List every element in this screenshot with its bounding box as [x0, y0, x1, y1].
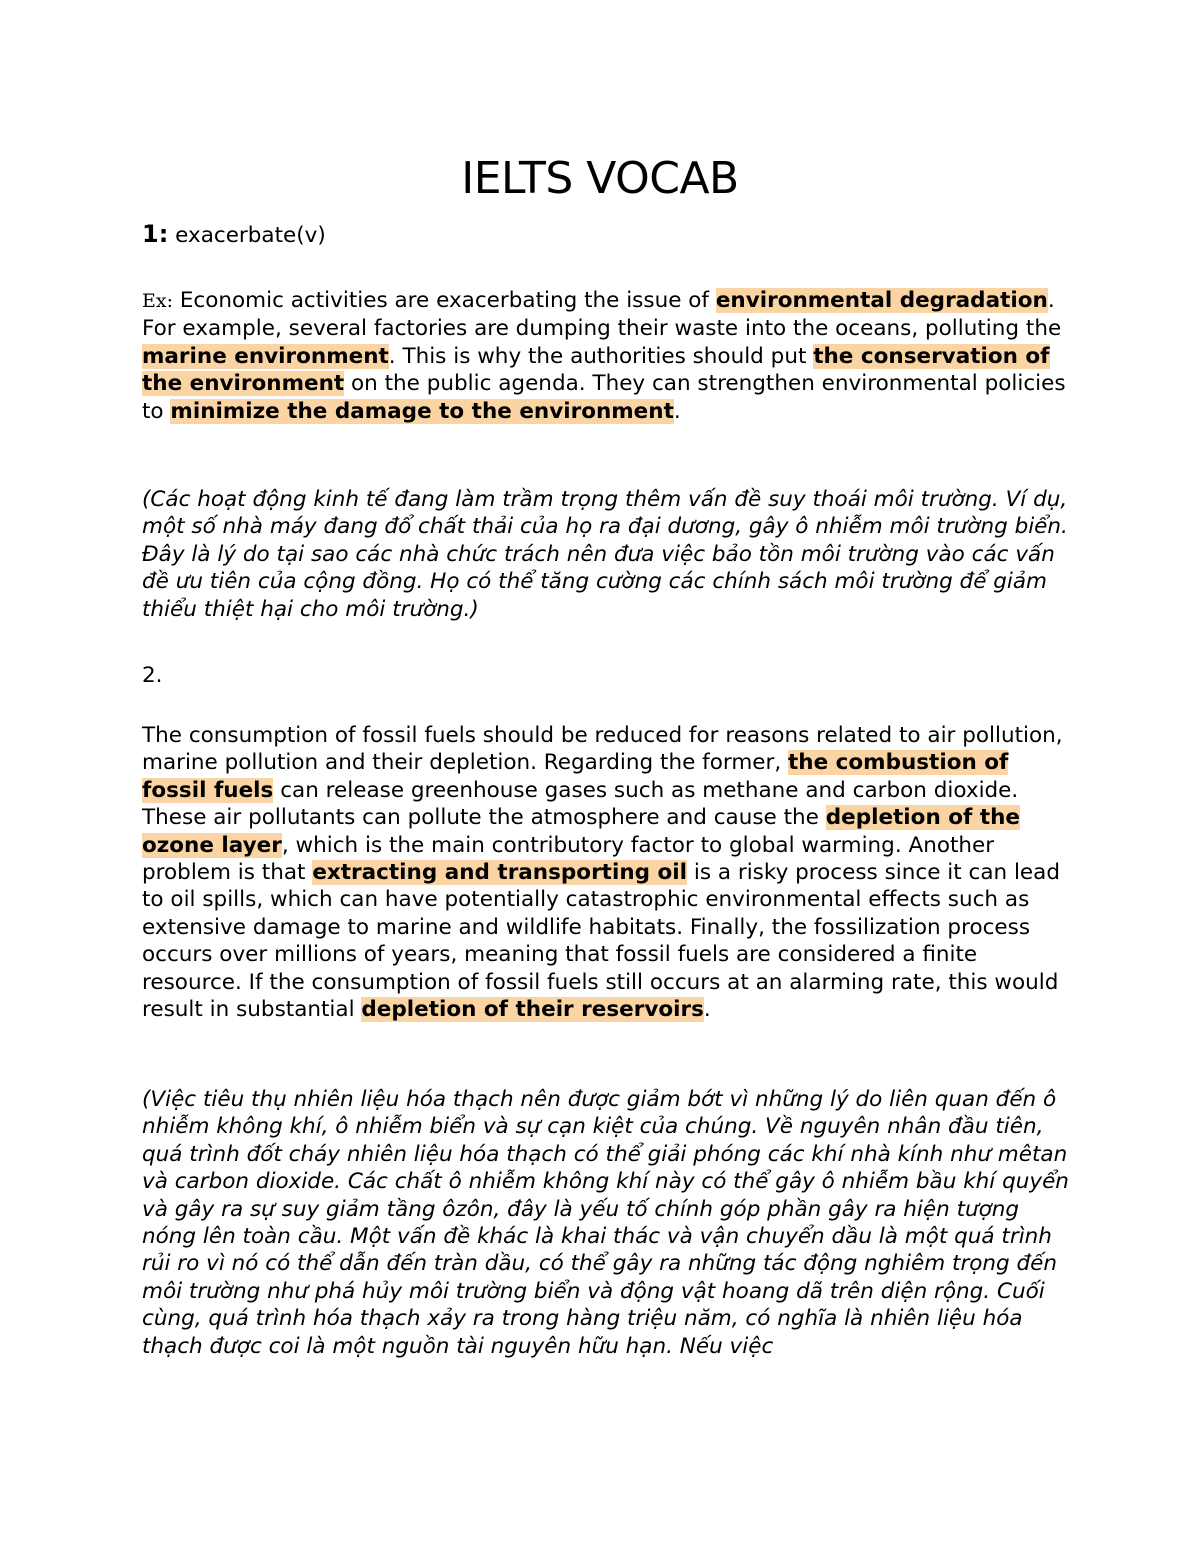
entry-number: 1:: [142, 220, 169, 248]
example-label: Ex:: [142, 290, 173, 312]
paragraph-segment: , which is the main contributory factor to global warming. Another problem is that: [142, 832, 995, 886]
highlighted-phrase: the combustion of fossil fuels: [142, 750, 1009, 803]
vocab-entry-1-heading: [142, 221, 1072, 249]
vocab-entry-2-number: 2.: [142, 663, 163, 688]
highlighted-phrase: the conservation of the environment: [142, 343, 1050, 397]
example-segment: Economic activities are exacerbating the issue of: [173, 288, 716, 313]
highlighted-phrase: depletion of their reservoirs: [361, 997, 704, 1023]
highlighted-phrase: minimize the damage to the environment: [170, 398, 674, 424]
example-paragraph-1: [142, 287, 1072, 425]
page-title: IELTS VOCAB: [461, 153, 739, 204]
paragraph-segment: .: [703, 997, 711, 1023]
example-segment: .: [673, 398, 681, 424]
example-segment: on the public agenda. They can strengthen environmental policies to: [142, 371, 1066, 424]
paragraph-segment: is a risky process since it can lead to oil spills, which can have potentially catastrophic environmental effects such as extensive damage to marine and wildlife habitats. Finally, the fossilization process occurs over millions of years, meaning that fossil fuels are considered a finite resource. If the consumption of fossil fuels still occurs at an alarming rate, this would result in substantial: [142, 860, 1060, 1023]
example-segment: . This is why the authorities should put: [388, 343, 814, 369]
paragraph-segment: The consumption of fossil fuels should be reduced for reasons related to air pollution, marine pollution and their depletion. Regarding the former,: [142, 723, 1063, 776]
highlighted-phrase: depletion of the ozone layer: [142, 805, 1021, 858]
translation-paragraph-1: (Các hoạt động kinh tế đang làm trầm trọng thêm vấn đề suy thoái môi trường. Ví dụ, một số nhà máy đang đổ chất thải của họ ra đại dương, gây ô nhiễm môi trường biển. Đây là lý do tại sao các nhà chức trách nên đưa việc bảo tồn môi trường vào các vấn đề ưu tiên của cộng đồng. Họ có thể tăng cường các chính sách môi trường để giảm thiểu thiệt hại cho môi trường.): [142, 487, 1068, 622]
highlighted-phrase: extracting and transporting oil: [312, 860, 688, 886]
translation-paragraph-2: (Việc tiêu thụ nhiên liệu hóa thạch nên được giảm bớt vì những lý do liên quan đến ô nhiễm không khí, ô nhiễm biển và sự cạn kiệt của chúng. Về nguyên nhân đầu tiên, quá trình đốt cháy nhiên liệu hóa thạch có thể giải phóng các khí nhà kính như mêtan và carbon dioxide. Các chất ô nhiễm không khí này có thể gây ô nhiễm bầu khí quyển và gây ra sự suy giảm tầng ôzôn, đây là yếu tố chính góp phần gây ra hiện tượng nóng lên toàn cầu. Một vấn đề khác là khai thác và vận chuyển dầu là một quá trình rủi ro vì nó có thể dẫn đến tràn dầu, có thể gây ra những tác động nghiêm trọng đến môi trường như phá hủy môi trường biển và động vật hoang dã trên diện rộng. Cuối cùng, quá trình hóa thạch xảy ra trong hàng triệu năm, có nghĩa là nhiên liệu hóa thạch được coi là một nguồn tài nguyên hữu hạn. Nếu việc: [142, 1087, 1069, 1359]
paragraph-segment: can release greenhouse gases such as methane and carbon dioxide. These air pollutants can pollute the atmosphere and cause the: [142, 777, 1019, 831]
example-segment: . For example, several factories are dumping their waste into the oceans, polluting the: [142, 288, 1062, 342]
vocab-word: exacerbate(v): [168, 223, 326, 248]
example-paragraph-2: [142, 722, 1072, 1023]
highlighted-phrase: environmental degradation: [715, 288, 1048, 313]
highlighted-phrase: marine environment: [142, 343, 389, 369]
